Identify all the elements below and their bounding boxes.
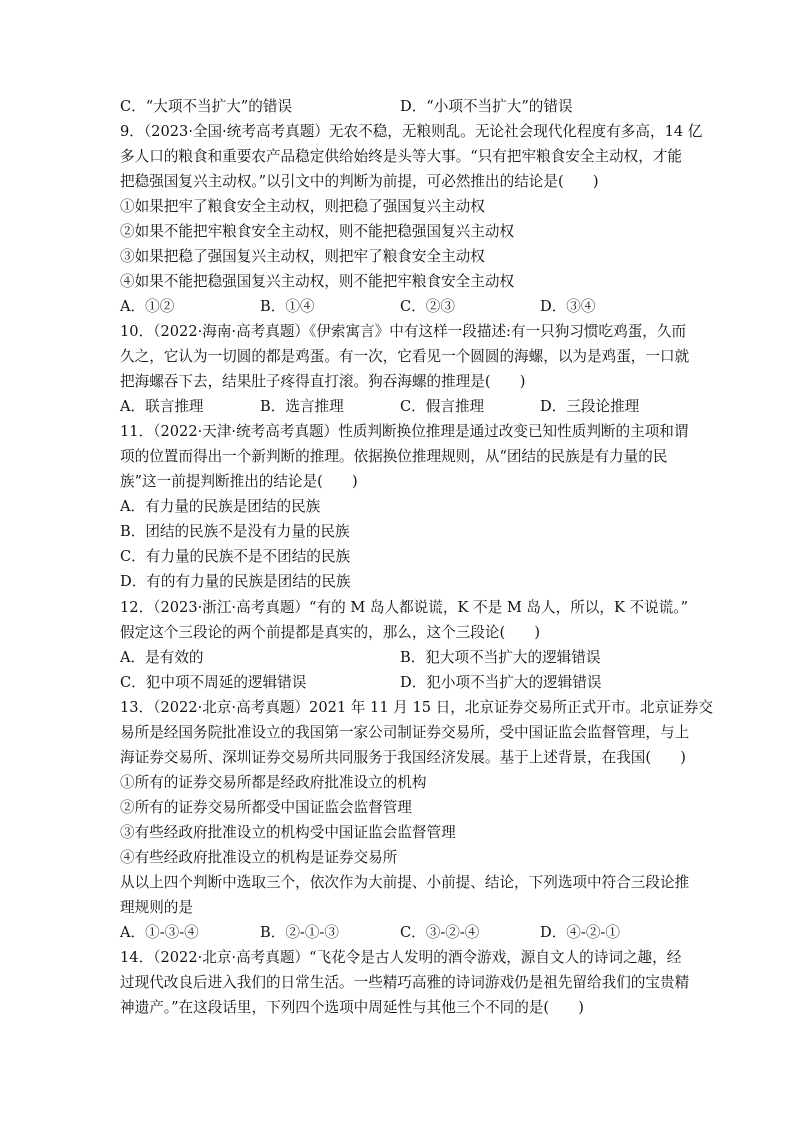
q11-option-d: D．有的有力量的民族是团结的民族 [120,573,351,590]
q9-option-c: C．②③ [400,298,455,315]
q13-stem-line: 理规则的是 [120,899,193,916]
q12-stem-line: 假定这个三段论的两个前提都是真实的，那么，这个三段论( ) [120,624,541,641]
q10-option-b: B．选言推理 [260,398,344,415]
q11-stem-line: 项的位置而得出一个新判断的推理。依据换位推理规则，从“团结的民族是有力量的民 [120,448,668,465]
q9-option-b: B．①④ [260,298,315,315]
q9-statement: ①如果把牢了粮食安全主动权，则把稳了强国复兴主动权 [120,198,485,215]
q12-option-b: B．犯大项不当扩大的逻辑错误 [400,649,601,666]
q11-stem-line: 族”这一前提判断推出的结论是( ) [120,473,358,490]
q13-statement: ④有些经政府批准设立的机构是证券交易所 [120,849,398,866]
q14-stem-line: 神遗产。”在这段话里，下列四个选项中周延性与其他三个不同的是( ) [120,999,584,1016]
q10-option-d: D．三段论推理 [540,398,640,415]
q9-option-a: A．①② [120,298,175,315]
q10-option-a: A．联言推理 [120,398,204,415]
q9-stem-line: 把稳强国复兴主动权。”以引文中的判断为前提，可必然推出的结论是( ) [120,173,599,190]
q13-option-a: A．①-③-④ [120,924,199,941]
q11-option-c: C．有力量的民族不是不团结的民族 [120,548,351,565]
q11-option-a: A．有力量的民族是团结的民族 [120,498,321,515]
q12-option-d: D．犯小项不当扩大的逻辑错误 [400,674,602,691]
q13-statement: ③有些经政府批准设立的机构受中国证监会监督管理 [120,824,456,841]
q9-statement: ②如果不能把牢粮食安全主动权，则不能把稳强国复兴主动权 [120,223,515,240]
q8-option-d: D．“小项不当扩大”的错误 [400,98,573,115]
q8-option-c: C．“大项不当扩大”的错误 [120,98,293,115]
q9-statement: ④如果不能把稳强国复兴主动权，则不能把牢粮食安全主动权 [120,273,515,290]
q11-stem-line: 11．（2022·天津·统考高考真题）性质判断换位推理是通过改变已知性质判断的主项和谓 [120,423,689,440]
q9-stem-line: 9．（2023·全国·统考高考真题）无农不稳，无粮则乱。无论社会现代化程度有多高，14 亿 [120,123,703,140]
q13-stem-line: 易所是经国务院批准设立的我国第一家公司制证券交易所，受中国证监会监督管理，与上 [120,724,690,741]
q13-option-b: B．②-①-③ [260,924,339,941]
q12-option-c: C．犯中项不周延的逻辑错误 [120,674,307,691]
q14-stem-line: 过现代改良后进入我们的日常生活。一些精巧高雅的诗词游戏仍是祖先留给我们的宝贵精 [120,974,690,991]
q9-stem-line: 多人口的粮食和重要农产品稳定供给始终是头等大事。“只有把牢粮食安全主动权，才能 [120,148,683,165]
q10-stem-line: 久之，它认为一切圆的都是鸡蛋。有一次，它看见一个圆圆的海螺，以为是鸡蛋，一口就 [120,348,690,365]
q13-option-c: C．③-②-④ [400,924,480,941]
q12-option-a: A．是有效的 [120,649,204,666]
q11-option-b: B．团结的民族不是没有力量的民族 [120,523,350,540]
q9-statement: ③如果把稳了强国复兴主动权，则把牢了粮食安全主动权 [120,248,485,265]
q13-stem-line: 从以上四个判断中选取三个，依次作为大前提、小前提、结论，下列选项中符合三段论推 [120,874,690,891]
q13-option-d: D．④-②-① [540,924,620,941]
q10-option-c: C．假言推理 [400,398,485,415]
q13-stem-line: 13．（2022·北京·高考真题）2021 年 11 月 15 日，北京证券交易所正式开市。北京证券交 [120,699,713,716]
q10-stem-line: 10．（2022·海南·高考真题）《伊索寓言》中有这样一段描述:有一只狗习惯吃鸡蛋，久而 [120,323,687,340]
q13-stem-line: 海证券交易所、深圳证券交易所共同服务于我国经济发展。基于上述背景，在我国( ) [120,749,686,766]
q13-statement: ②所有的证券交易所都受中国证监会监督管理 [120,799,412,816]
q12-stem-line: 12．（2023·浙江·高考真题）“有的 M 岛人都说谎，K 不是 M 岛人，所以，K 不说谎。” [120,599,689,616]
q9-option-d: D．③④ [540,298,596,315]
q10-stem-line: 把海螺吞下去，结果肚子疼得直打滚。狗吞海螺的推理是( ) [120,373,526,390]
q13-statement: ①所有的证券交易所都是经政府批准设立的机构 [120,774,427,791]
q14-stem-line: 14．（2022·北京·高考真题）“飞花令是古人发明的酒令游戏，源自文人的诗词之趣，经 [120,949,682,966]
